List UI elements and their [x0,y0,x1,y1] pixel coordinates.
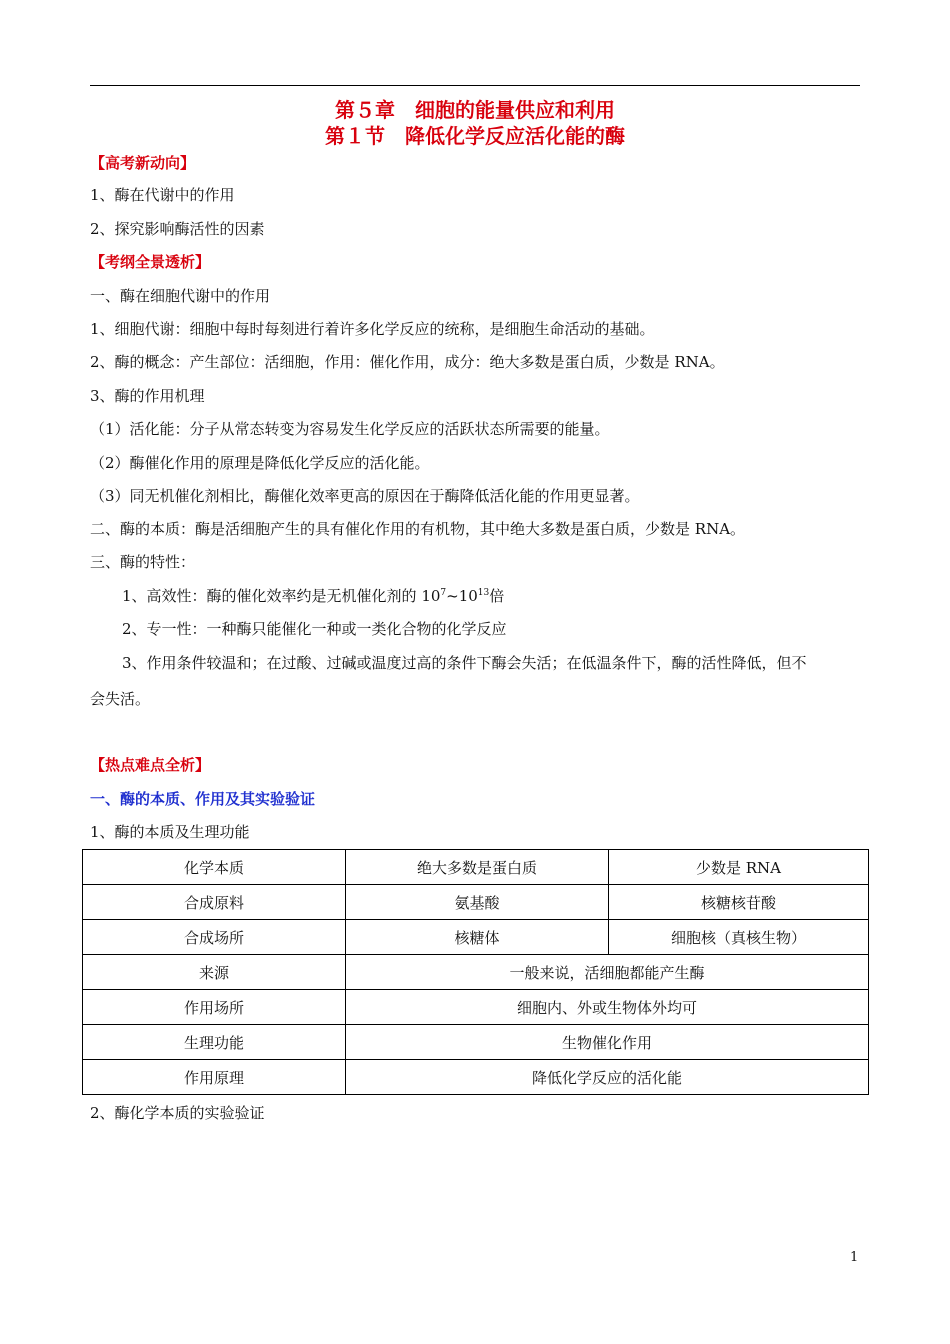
table-cell: 生理功能 [83,1025,346,1060]
header-rule [90,85,860,86]
part2-essence: 二、酶的本质：酶是活细胞产生的具有催化作用的有机物，其中绝大多数是蛋白质，少数是 RNA。 [90,520,746,538]
item-essence-function: 1、酶的本质及生理功能 [90,823,250,841]
table-row [83,920,869,955]
table-cell: 核糖体 [346,920,609,955]
paragraph-principle: （2）酶催化作用的原理是降低化学反应的活化能。 [90,454,430,472]
table-row [83,1025,869,1060]
chapter-title: 第５章 细胞的能量供应和利用 [335,98,615,122]
paragraph-enzyme-concept: 2、酶的概念：产生部位：活细胞，作用：催化作用，成分：绝大多数是蛋白质，少数是 RNA。 [90,353,725,371]
subheading-enzyme-essence: 一、酶的本质、作用及其实验验证 [90,790,316,808]
page-number: 1 [850,1250,859,1265]
table-cell: 合成场所 [83,920,346,955]
paragraph-activation-energy: （1）活化能：分子从常态转变为容易发生化学反应的活跃状态所需要的能量。 [90,420,610,438]
table-row [83,955,869,990]
heading-hotspots: 【热点难点全析】 [90,756,211,774]
trait-specificity: 2、专一性：一种酶只能催化一种或一类化合物的化学反应 [122,620,507,638]
table-cell: 作用场所 [83,990,346,1025]
table-cell: 降低化学反应的活化能 [346,1060,869,1095]
table-cell: 细胞核（真核生物） [609,920,869,955]
enzyme-properties-table [82,849,869,1095]
paragraph-metabolism: 1、细胞代谢：细胞中每时每刻进行着许多化学反应的统称，是细胞生命活动的基础。 [90,320,655,338]
table-cell: 核糖核苷酸 [609,885,869,920]
trait-mild-conditions-cont: 会失活。 [90,690,151,708]
part1-title: 一、酶在细胞代谢中的作用 [90,287,271,305]
section-title: 第１节 降低化学反应活化能的酶 [325,124,625,148]
item-chemical-verification: 2、酶化学本质的实验验证 [90,1104,265,1122]
table-cell: 生物催化作用 [346,1025,869,1060]
table-cell: 合成原料 [83,885,346,920]
table-row [83,885,869,920]
heading-syllabus: 【考纲全景透析】 [90,253,211,271]
trend-item-1: 1、酶在代谢中的作用 [90,186,235,204]
table-cell: 少数是 RNA [609,850,869,885]
table-cell: 绝大多数是蛋白质 [346,850,609,885]
trait-efficiency: 1、高效性：酶的催化效率约是无机催化剂的 $10^7\sim 10^{13}$倍 [122,587,505,605]
paragraph-efficiency: （3）同无机催化剂相比，酶催化效率更高的原因在于酶降低活化能的作用更显著。 [90,487,640,505]
table-row [83,850,869,885]
trend-item-2: 2、探究影响酶活性的因素 [90,220,265,238]
table-cell: 氨基酸 [346,885,609,920]
part3-title: 三、酶的特性： [90,553,196,571]
table-cell: 化学本质 [83,850,346,885]
table-cell: 来源 [83,955,346,990]
heading-exam-trends: 【高考新动向】 [90,154,196,172]
table-row [83,1060,869,1095]
trait-mild-conditions: 3、作用条件较温和；在过酸、过碱或温度过高的条件下酶会失活；在低温条件下，酶的活性降低，但不 [122,654,807,672]
table-cell: 作用原理 [83,1060,346,1095]
table-row [83,990,869,1025]
table-cell: 一般来说，活细胞都能产生酶 [346,955,869,990]
table-cell: 细胞内、外或生物体外均可 [346,990,869,1025]
paragraph-mechanism: 3、酶的作用机理 [90,387,205,405]
